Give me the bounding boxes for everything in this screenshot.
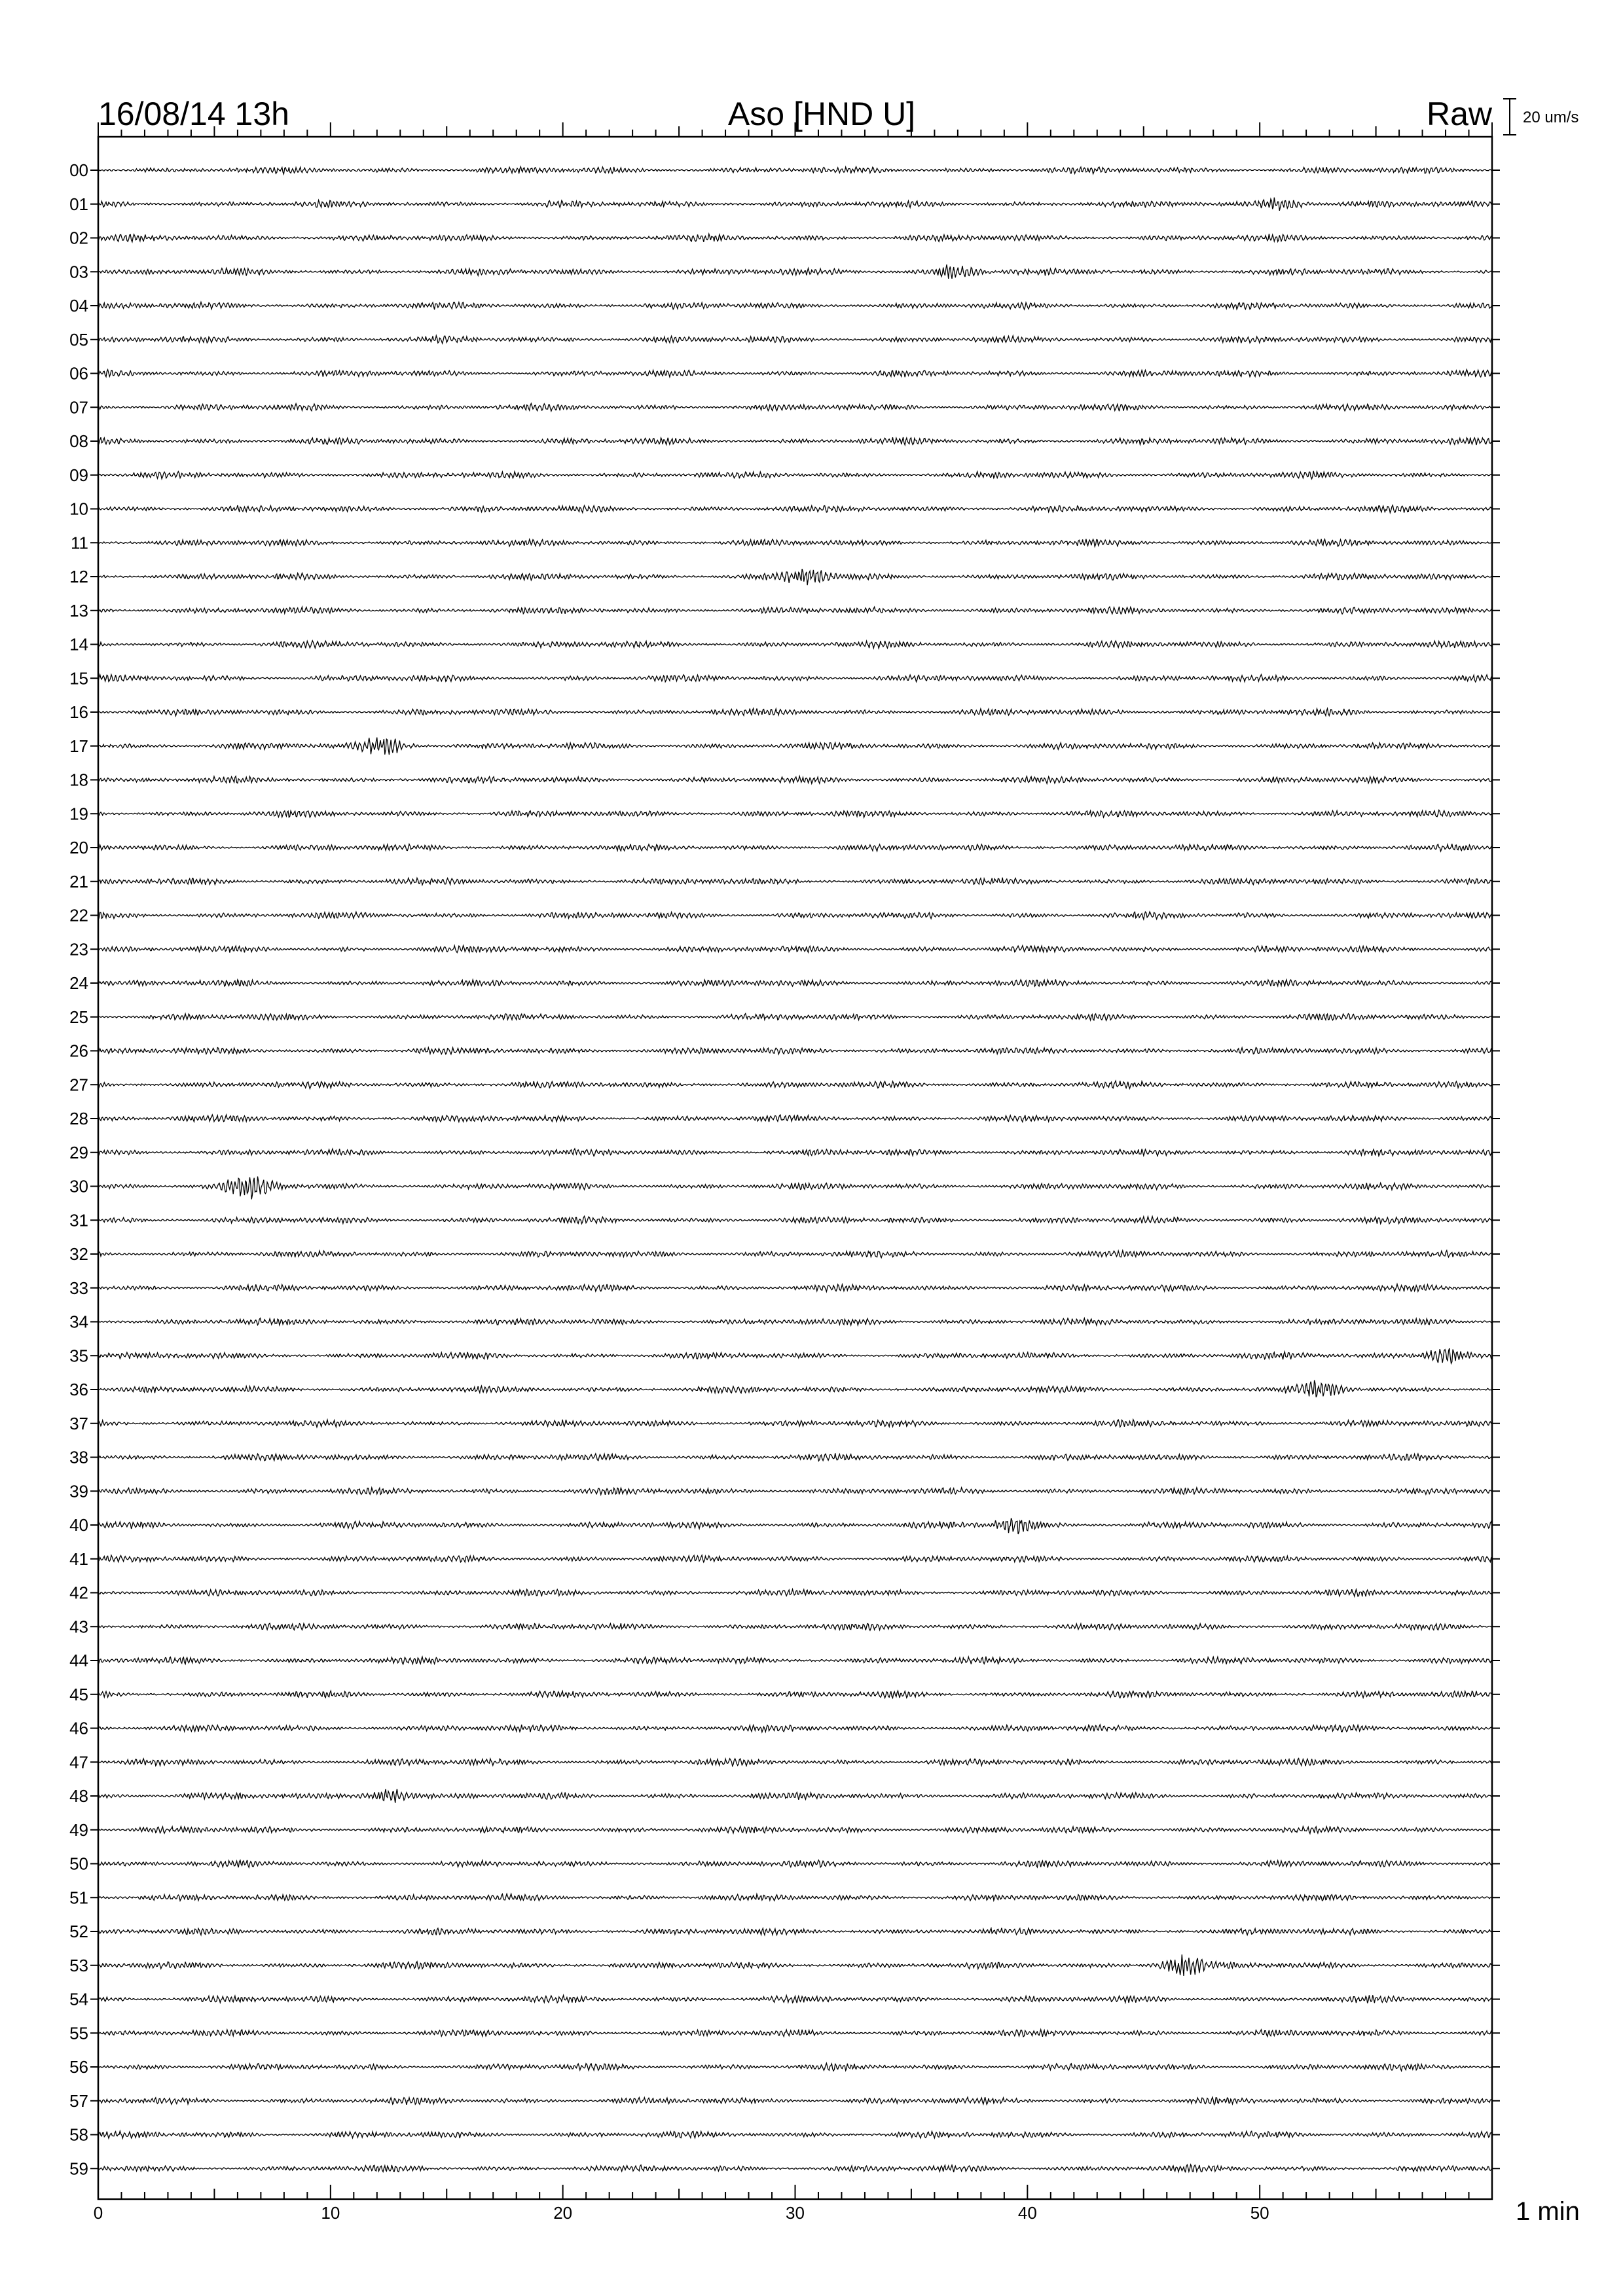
x-unit-label: 1 min (1516, 2197, 1580, 2226)
trace-line (98, 1894, 1492, 1901)
trace-line (98, 708, 1492, 716)
row-label: 51 (69, 1888, 88, 1908)
trace-line (98, 1177, 1492, 1200)
x-tick-label: 40 (1017, 2203, 1037, 2223)
row-label: 44 (69, 1651, 88, 1670)
trace-line (98, 302, 1492, 310)
row-label: 09 (69, 465, 88, 485)
trace-line (98, 1954, 1492, 1976)
row-label: 49 (69, 1820, 88, 1840)
trace-line (98, 946, 1492, 953)
row-label: 42 (69, 1583, 88, 1603)
row-label: 46 (69, 1718, 88, 1738)
row-label: 04 (69, 296, 88, 315)
row-label: 12 (69, 567, 88, 586)
row-label: 06 (69, 363, 88, 384)
trace-line (98, 1860, 1492, 1868)
station-title: Aso [HND U] (727, 96, 916, 132)
trace-line (98, 1928, 1492, 1935)
row-label: 08 (69, 431, 88, 451)
row-label: 47 (69, 1752, 88, 1772)
row-label: 45 (69, 1684, 88, 1704)
trace-line (98, 1216, 1492, 1224)
trace-line (98, 912, 1492, 920)
trace-line (98, 2030, 1492, 2037)
row-label: 59 (69, 2159, 88, 2179)
row-label: 14 (69, 634, 88, 655)
row-label: 01 (69, 194, 88, 214)
trace-line (98, 878, 1492, 885)
row-label: 54 (69, 1989, 88, 2009)
trace-line (98, 1081, 1492, 1088)
trace-group (98, 167, 1492, 2173)
row-label: 33 (69, 1278, 88, 1298)
trace-line (98, 1518, 1492, 1534)
row-label: 39 (69, 1481, 88, 1501)
row-label: 53 (69, 1955, 88, 1975)
trace-line (98, 1589, 1492, 1596)
row-label: 18 (69, 770, 88, 790)
trace-line (98, 1284, 1492, 1292)
trace-line (98, 569, 1492, 585)
trace-line (98, 539, 1492, 547)
trace-line (98, 1115, 1492, 1122)
trace-line (98, 1995, 1492, 2003)
row-label: 17 (69, 736, 88, 756)
row-label: 34 (69, 1312, 88, 1332)
row-label: 26 (69, 1041, 88, 1061)
row-label: 50 (69, 1854, 88, 1874)
row-label: 11 (71, 533, 88, 553)
trace-line (98, 2131, 1492, 2138)
trace-line (98, 1420, 1492, 1427)
row-label: 21 (69, 871, 88, 891)
row-label: 55 (69, 2023, 88, 2043)
trace-line (98, 776, 1492, 783)
row-label: 38 (69, 1447, 88, 1467)
row-label: 19 (69, 804, 88, 824)
trace-line (98, 1047, 1492, 1054)
trace-line (98, 1488, 1492, 1495)
trace-line (98, 844, 1492, 851)
trace-line (98, 1691, 1492, 1698)
row-label: 15 (69, 668, 88, 689)
trace-line (98, 2063, 1492, 2071)
trace-line (98, 505, 1492, 513)
x-tick-label-group (94, 2203, 1269, 2223)
row-label: 00 (69, 160, 88, 180)
row-label: 48 (69, 1786, 88, 1806)
row-label: 41 (69, 1549, 88, 1569)
row-label: 23 (69, 939, 88, 960)
row-label: 28 (69, 1109, 88, 1128)
row-label: 29 (69, 1142, 88, 1162)
row-label: 10 (69, 499, 88, 519)
row-label: 36 (69, 1380, 88, 1399)
trace-line (98, 641, 1492, 649)
row-label: 25 (69, 1007, 88, 1027)
trace-line (98, 471, 1492, 479)
trace-line (98, 607, 1492, 614)
row-label: 32 (69, 1244, 88, 1264)
mode-label: Raw (1426, 96, 1492, 132)
x-tick-label: 0 (93, 2203, 103, 2223)
trace-line (98, 1380, 1492, 1397)
trace-line (98, 1725, 1492, 1732)
trace-line (98, 1657, 1492, 1664)
trace-line (98, 437, 1492, 445)
row-label: 03 (69, 262, 88, 282)
trace-line (98, 1789, 1492, 1803)
datetime-label: 16/08/14 13h (98, 96, 289, 132)
trace-line (98, 810, 1492, 817)
row-label: 30 (69, 1176, 88, 1196)
x-tick-label: 10 (321, 2203, 340, 2223)
row-label: 22 (69, 905, 88, 925)
row-label: 27 (69, 1075, 88, 1095)
x-tick-label: 50 (1250, 2203, 1269, 2223)
trace-line (98, 2164, 1492, 2172)
row-label: 13 (69, 600, 88, 620)
row-label: 37 (69, 1413, 88, 1433)
trace-line (98, 1826, 1492, 1833)
trace-line (98, 167, 1492, 174)
trace-line (98, 234, 1492, 242)
row-label: 07 (69, 397, 88, 418)
trace-line (98, 1318, 1492, 1325)
x-tick-label: 20 (553, 2203, 573, 2223)
plot-frame (98, 137, 1492, 2199)
row-label: 16 (69, 702, 88, 722)
trace-line (98, 1453, 1492, 1461)
trace-line (98, 198, 1492, 211)
trace-line (98, 1014, 1492, 1021)
trace-line (98, 738, 1492, 755)
amplitude-scale-bar (1503, 99, 1516, 135)
x-tick-label: 30 (786, 2203, 805, 2223)
row-label: 20 (69, 838, 88, 857)
row-label: 40 (69, 1515, 88, 1535)
scale-label: 20 um/s (1523, 109, 1579, 126)
row-label: 57 (69, 2090, 88, 2111)
row-label: 02 (69, 228, 88, 248)
row-label: 24 (69, 973, 88, 993)
tick-group (98, 122, 1492, 2199)
trace-line (98, 2097, 1492, 2105)
row-label: 52 (69, 1922, 88, 1941)
trace-line (98, 1149, 1492, 1156)
row-label: 58 (69, 2125, 88, 2145)
row-label: 31 (69, 1210, 88, 1230)
trace-line (98, 370, 1492, 378)
row-label: 43 (69, 1617, 88, 1637)
row-label-group (69, 160, 1500, 2178)
trace-line (98, 403, 1492, 411)
row-label: 56 (69, 2057, 88, 2077)
trace-line (98, 264, 1492, 279)
trace-line (98, 1251, 1492, 1258)
trace-line (98, 1555, 1492, 1562)
row-label: 35 (69, 1346, 88, 1366)
trace-line (98, 1348, 1492, 1363)
trace-line (98, 336, 1492, 344)
trace-line (98, 1623, 1492, 1630)
trace-line (98, 979, 1492, 986)
row-label: 05 (69, 329, 88, 350)
trace-line (98, 1759, 1492, 1767)
trace-line (98, 675, 1492, 682)
